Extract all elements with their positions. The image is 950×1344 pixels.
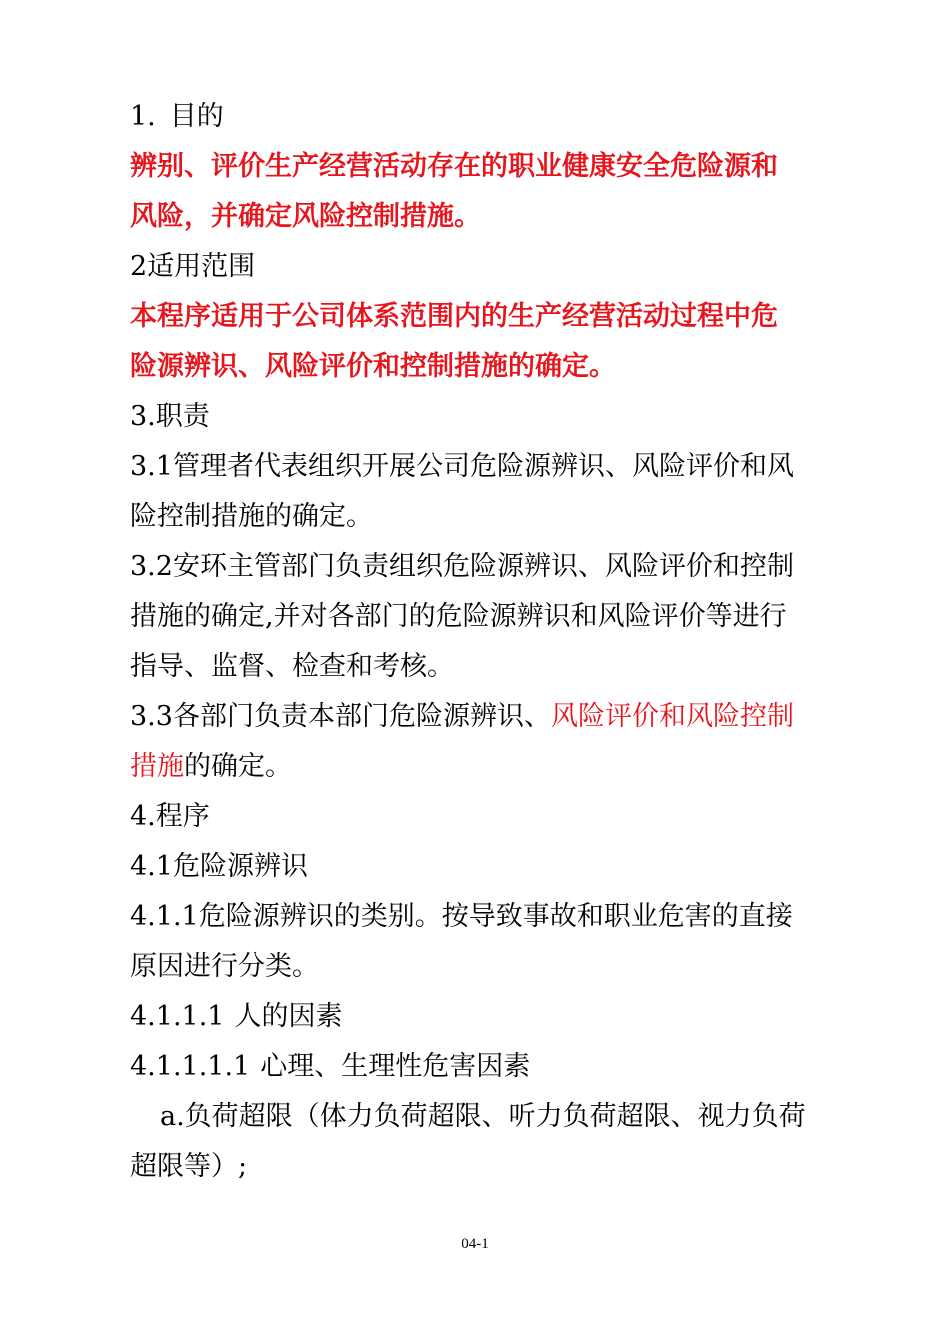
section-4-1-heading: 4.1危险源辨识: [130, 851, 308, 882]
section-4-1-1-1-title: 人的因素: [234, 1001, 343, 1032]
section-1-title: 目的: [169, 101, 224, 132]
section-1-number: 1.: [130, 101, 156, 132]
section-2-heading: 2适用范围: [130, 251, 256, 282]
section-3-3-text-black: 3.3各部门负责本部门危险源辨识、: [130, 701, 551, 732]
section-4-1-1-1-1-heading: [130, 1042, 840, 1092]
section-1-text-line-1: 辨别、评价生产经营活动存在的职业健康安全危险源和: [130, 151, 778, 182]
section-1-text-line-2: 风险，并确定风险控制措施。: [130, 201, 481, 232]
section-3-3-text-red-2: 措施: [130, 751, 184, 782]
section-3-heading: 3.职责: [130, 401, 210, 432]
item-a-line-2: 超限等）;: [130, 1151, 248, 1182]
section-3-3-text-red: 风险评价和风险控制: [550, 701, 794, 732]
section-2-text-line-2: 险源辨识、风险评价和控制措施的确定。: [130, 351, 616, 382]
section-3-1-line-1: 3.1管理者代表组织开展公司危险源辨识、风险评价和风: [130, 451, 794, 482]
section-4-1-1-1-number: 4.1.1.1: [130, 1001, 225, 1032]
section-4-1-1-line-1: 4.1.1危险源辨识的类别。按导致事故和职业危害的直接: [130, 901, 793, 932]
section-3-2-line-3: 指导、监督、检查和考核。: [130, 651, 454, 682]
item-a-line-1: a.负荷超限（体力负荷超限、听力负荷超限、视力负荷: [160, 1101, 806, 1132]
section-3-2-line-1: 3.2安环主管部门负责组织危险源辨识、风险评价和控制: [130, 551, 794, 582]
section-3-3-line-2: [130, 742, 840, 792]
section-4-heading: 4.程序: [130, 801, 210, 832]
section-4-1-1-line-2: 原因进行分类。: [130, 951, 319, 982]
section-1-heading: [130, 92, 840, 142]
section-3-3-text-black-2: 的确定。: [184, 751, 292, 782]
document-body: [130, 92, 840, 1192]
section-4-1-1-1-heading: [130, 992, 840, 1042]
section-4-1-1-1-1-title: 心理、生理性危害因素: [260, 1051, 531, 1082]
section-2-text-line-1: 本程序适用于公司体系范围内的生产经营活动过程中危: [130, 301, 778, 332]
section-3-1-line-2: 险控制措施的确定。: [130, 501, 373, 532]
section-3-3-line-1: [130, 692, 840, 742]
page-number: 04-1: [461, 1236, 489, 1252]
section-4-1-1-1-1-number: 4.1.1.1.1: [130, 1051, 251, 1082]
section-3-2-line-2: 措施的确定,并对各部门的危险源辨识和风险评价等进行: [130, 601, 787, 632]
